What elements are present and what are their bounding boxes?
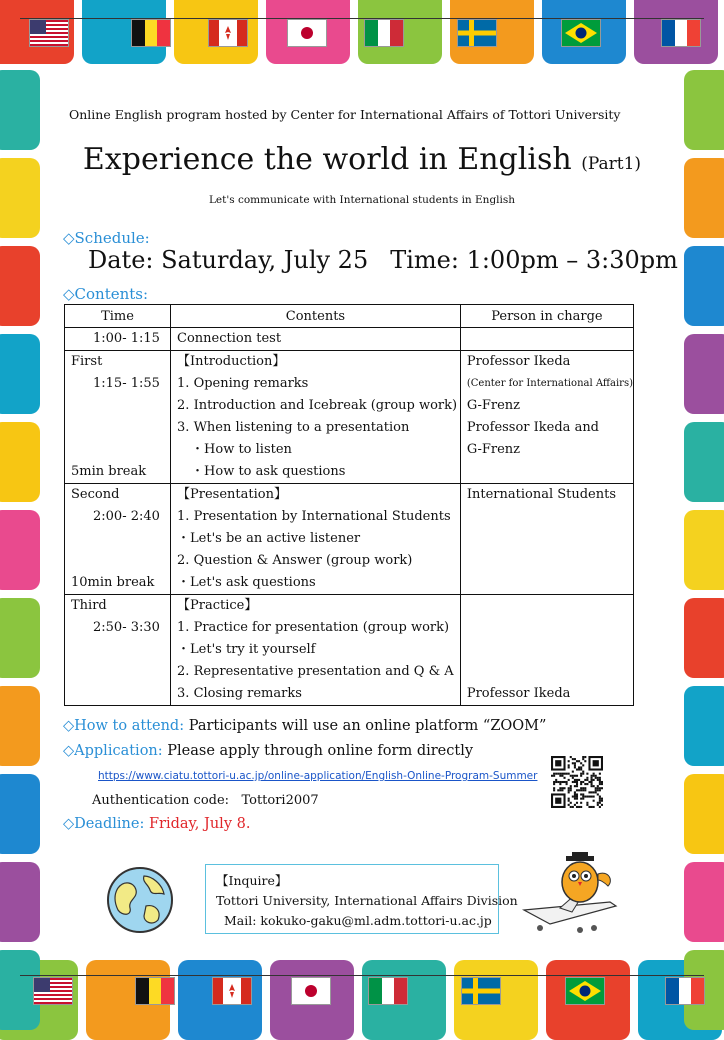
globe-illustration (106, 866, 174, 934)
cell-line: ・Let's try it yourself (177, 642, 316, 657)
cell-line: 2:50- 3:30 (93, 620, 160, 635)
cell-contents (171, 595, 461, 706)
canada-flag (208, 19, 248, 47)
cell-line (71, 639, 170, 661)
contents-label: ◇Contents: (63, 285, 149, 303)
cell-line: Second (71, 487, 120, 502)
italy-flag (368, 977, 408, 1005)
belgium-flag (131, 19, 171, 47)
border-tile (0, 686, 40, 766)
cell-line: 3. Closing remarks (177, 686, 302, 701)
page-title (0, 142, 724, 177)
table-header-row (65, 305, 634, 328)
cell-line: 1:00- 1:15 (93, 331, 160, 346)
cell-line (467, 328, 633, 350)
application (63, 743, 473, 759)
cell-line: ・How to listen (191, 442, 292, 457)
cell-line (71, 439, 170, 461)
table-row (65, 328, 634, 351)
schedule-date: Date: Saturday, July 25 (88, 246, 369, 274)
cell-line (467, 528, 633, 550)
cell-line (71, 417, 170, 439)
cell-line (467, 617, 633, 639)
sweden-flag (457, 19, 497, 47)
cell-line (467, 506, 633, 528)
cell-line: 10min break (71, 575, 155, 590)
cell-contents (171, 484, 461, 595)
inquire-org: Tottori University, International Affairs Division (216, 893, 518, 908)
cell-line (467, 550, 633, 572)
inquire-box (205, 864, 518, 934)
belgium-flag (135, 977, 175, 1005)
deadline (63, 816, 250, 832)
cell-line (467, 461, 633, 483)
host-line: Online English program hosted by Center for International Affairs of Tottori University (69, 107, 621, 122)
cell-line: (Center for International Affairs) (466, 378, 633, 389)
cell-time (65, 595, 171, 706)
border-tile (684, 70, 724, 150)
cell-line: ・How to ask questions (191, 464, 346, 479)
border-tile (0, 510, 40, 590)
border-tile (0, 862, 40, 942)
sweden-flag (461, 977, 501, 1005)
cell-line: 【Presentation】 (177, 487, 287, 502)
cell-line: 2:00- 2:40 (93, 509, 160, 524)
header-person: Person in charge (460, 305, 633, 328)
brazil-flag (561, 19, 601, 47)
brazil-flag (565, 977, 605, 1005)
cell-line: Connection test (177, 331, 282, 346)
table-row (65, 484, 634, 595)
border-tile (684, 686, 724, 766)
cell-line (71, 661, 170, 683)
deadline-label: ◇Deadline: (63, 816, 145, 832)
cell-line: 【Practice】 (177, 598, 258, 613)
deadline-date: Friday, July 8. (148, 816, 251, 832)
cell-line (71, 528, 170, 550)
schedule-table (64, 304, 634, 706)
cell-time (65, 484, 171, 595)
border-tile (0, 598, 40, 678)
application-text: Please apply through online form directly (167, 743, 474, 759)
cell-line: Third (71, 598, 107, 613)
attend-label: ◇How to attend: (63, 718, 185, 734)
cell-person (460, 484, 633, 595)
inquire-title: 【Inquire】 (216, 873, 288, 888)
border-tile (684, 862, 724, 942)
border-tile (684, 598, 724, 678)
border-tile (684, 422, 724, 502)
cell-line (467, 661, 633, 683)
table-row (65, 351, 634, 484)
border-tile (0, 422, 40, 502)
japan-flag (287, 19, 327, 47)
border-tile (684, 246, 724, 326)
cell-line: 【Introduction】 (177, 354, 286, 369)
cell-line: 2. Representative presentation and Q & A (177, 664, 454, 679)
cell-contents (171, 328, 461, 351)
cell-line: ・Let's ask questions (177, 575, 316, 590)
attend-text: Participants will use an online platform “ZOOM” (188, 718, 547, 734)
schedule-time: Time: 1:00pm – 3:30pm (390, 246, 678, 274)
cell-time (65, 351, 171, 484)
cell-line: G-Frenz (466, 442, 521, 457)
border-tile (0, 334, 40, 414)
cell-person (460, 328, 633, 351)
cell-line: 2. Introduction and Icebreak (group work) (177, 398, 458, 413)
title-part: (Part1) (581, 154, 642, 174)
flag-string-top (20, 18, 704, 19)
border-tile (684, 334, 724, 414)
schedule-label: ◇Schedule: (63, 229, 150, 247)
application-link[interactable]: https://www.ciatu.tottori-u.ac.jp/online-application/English-Online-Program-Summer (98, 770, 538, 782)
table-row (65, 595, 634, 706)
cell-line (467, 595, 633, 617)
cell-line: Professor Ikeda and (466, 420, 600, 435)
cell-time (65, 328, 171, 351)
cell-contents (171, 351, 461, 484)
cell-line: 3. When listening to a presentation (177, 420, 410, 435)
cell-line (467, 572, 633, 594)
auth-code: Authentication code: Tottori2007 (92, 793, 319, 808)
border-tile (0, 70, 40, 150)
cell-line: 2. Question & Answer (group work) (177, 553, 413, 568)
cell-line: G-Frenz (466, 398, 521, 413)
cell-line: Professor Ikeda (466, 354, 571, 369)
japan-flag (291, 977, 331, 1005)
title-main: Experience the world in English (82, 142, 572, 177)
france-flag (665, 977, 705, 1005)
application-label: ◇Application: (63, 743, 163, 759)
cell-line: Professor Ikeda (466, 686, 571, 701)
usa-flag (33, 977, 73, 1005)
cell-line: 1:15- 1:55 (93, 376, 160, 391)
cell-line (71, 395, 170, 417)
subtitle: Let's communicate with International students in English (208, 194, 516, 206)
header-time: Time (65, 305, 171, 328)
how-to-attend (63, 718, 546, 734)
schedule-datetime (88, 246, 678, 274)
france-flag (661, 19, 701, 47)
canada-flag (212, 977, 252, 1005)
cell-line: 1. Presentation by International Students (177, 509, 451, 524)
cell-line: International Students (466, 487, 617, 502)
cell-line: ・Let's be an active listener (177, 531, 361, 546)
inquire-mail: Mail: kokuko-gaku@ml.adm.tottori-u.ac.jp (224, 913, 492, 928)
cell-line: First (71, 354, 103, 369)
qr-code[interactable] (551, 756, 603, 808)
cell-line (71, 683, 170, 705)
cell-line (467, 639, 633, 661)
cell-line (71, 550, 170, 572)
flag-string-bottom (20, 975, 704, 976)
border-tile (684, 510, 724, 590)
cell-line: 1. Practice for presentation (group work) (177, 620, 450, 635)
cell-line: 1. Opening remarks (177, 376, 309, 391)
italy-flag (364, 19, 404, 47)
header-contents: Contents (171, 305, 461, 328)
cell-person (460, 351, 633, 484)
owl-mascot-on-airplane (520, 850, 620, 940)
border-tile (0, 246, 40, 326)
cell-line: 5min break (71, 464, 147, 479)
border-tile (684, 774, 724, 854)
border-tile (0, 774, 40, 854)
cell-person (460, 595, 633, 706)
usa-flag (29, 19, 69, 47)
